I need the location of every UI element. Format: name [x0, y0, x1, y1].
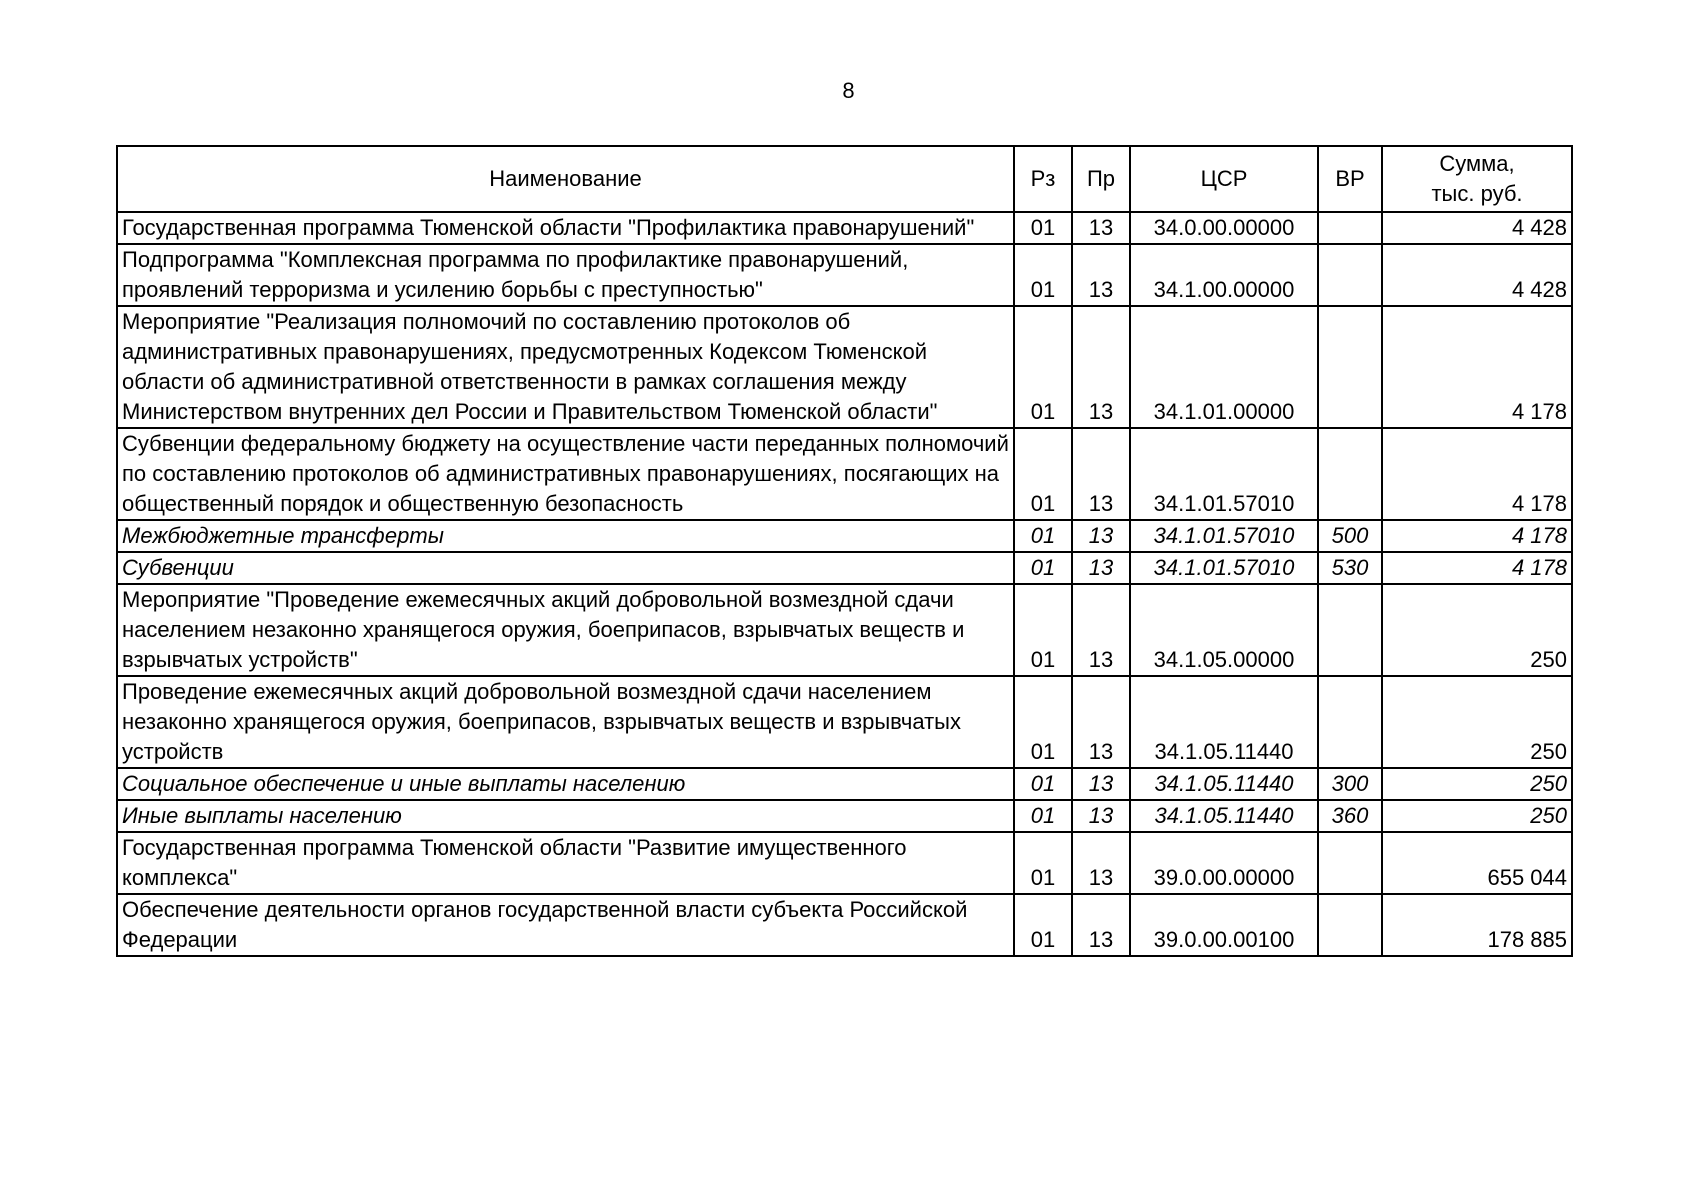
row-pr: 13: [1072, 520, 1130, 552]
row-pr: 13: [1072, 212, 1130, 244]
row-rz: 01: [1014, 520, 1072, 552]
row-sum: 4 428: [1382, 244, 1572, 306]
row-csr: 34.1.01.57010: [1130, 552, 1318, 584]
header-rz: Рз: [1014, 146, 1072, 212]
row-vr: [1318, 832, 1382, 894]
table-row: [117, 676, 1572, 768]
row-sum: 4 178: [1382, 306, 1572, 428]
row-rz: 01: [1014, 832, 1072, 894]
row-vr: [1318, 894, 1382, 956]
row-rz: 01: [1014, 768, 1072, 800]
header-vr: ВР: [1318, 146, 1382, 212]
header-pr: Пр: [1072, 146, 1130, 212]
row-csr: 39.0.00.00000: [1130, 832, 1318, 894]
row-rz: 01: [1014, 244, 1072, 306]
row-vr: 500: [1318, 520, 1382, 552]
row-csr: 34.1.01.00000: [1130, 306, 1318, 428]
row-name: Подпрограмма "Комплексная программа по профилактике правонарушений, проявлений терроризма и усилению борьбы с преступностью": [117, 244, 1014, 306]
row-csr: 34.1.05.11440: [1130, 800, 1318, 832]
row-rz: 01: [1014, 428, 1072, 520]
row-csr: 34.0.00.00000: [1130, 212, 1318, 244]
table-row: [117, 428, 1572, 520]
row-vr: [1318, 676, 1382, 768]
row-vr: [1318, 428, 1382, 520]
row-rz: 01: [1014, 584, 1072, 676]
row-name: Мероприятие "Проведение ежемесячных акций добровольной возмездной сдачи населением незаконно хранящегося оружия, боеприпасов, взрывчатых веществ и взрывчатых устройств": [117, 584, 1014, 676]
row-vr: [1318, 306, 1382, 428]
table-body: [117, 212, 1572, 956]
row-rz: 01: [1014, 800, 1072, 832]
row-name: Мероприятие "Реализация полномочий по составлению протоколов об административных правонарушениях, предусмотренных Кодексом Тюменской области об административной ответственности в рамках соглашения между Министерством внутренних дел России и Правительством Тюменской области": [117, 306, 1014, 428]
row-rz: 01: [1014, 552, 1072, 584]
header-sum-line1: Сумма,: [1439, 151, 1515, 176]
row-csr: 39.0.00.00100: [1130, 894, 1318, 956]
row-pr: 13: [1072, 768, 1130, 800]
row-sum: 4 178: [1382, 520, 1572, 552]
page-number: 8: [842, 78, 855, 103]
row-rz: 01: [1014, 676, 1072, 768]
row-sum: 250: [1382, 800, 1572, 832]
row-pr: 13: [1072, 306, 1130, 428]
row-name: Государственная программа Тюменской области "Развитие имущественного комплекса": [117, 832, 1014, 894]
row-csr: 34.1.01.57010: [1130, 520, 1318, 552]
row-pr: 13: [1072, 676, 1130, 768]
header-name: Наименование: [117, 146, 1014, 212]
row-sum: 655 044: [1382, 832, 1572, 894]
row-vr: [1318, 584, 1382, 676]
table-row: [117, 800, 1572, 832]
row-csr: 34.1.01.57010: [1130, 428, 1318, 520]
row-csr: 34.1.05.00000: [1130, 584, 1318, 676]
row-rz: 01: [1014, 306, 1072, 428]
header-sum: [1382, 146, 1572, 212]
row-sum: 4 178: [1382, 552, 1572, 584]
row-vr: 300: [1318, 768, 1382, 800]
row-sum: 4 178: [1382, 428, 1572, 520]
row-pr: 13: [1072, 800, 1130, 832]
row-pr: 13: [1072, 244, 1130, 306]
budget-table: [116, 145, 1573, 957]
row-csr: 34.1.00.00000: [1130, 244, 1318, 306]
table-row: [117, 768, 1572, 800]
row-pr: 13: [1072, 832, 1130, 894]
table-row: [117, 552, 1572, 584]
table-row: [117, 520, 1572, 552]
row-name: Субвенции: [117, 552, 1014, 584]
table-row: [117, 212, 1572, 244]
row-pr: 13: [1072, 552, 1130, 584]
row-name: Иные выплаты населению: [117, 800, 1014, 832]
row-name: Межбюджетные трансферты: [117, 520, 1014, 552]
row-vr: 530: [1318, 552, 1382, 584]
header-sum-line2: тыс. руб.: [1431, 181, 1523, 206]
row-sum: 250: [1382, 584, 1572, 676]
table-row: [117, 306, 1572, 428]
row-pr: 13: [1072, 584, 1130, 676]
row-pr: 13: [1072, 428, 1130, 520]
table-row: [117, 832, 1572, 894]
row-name: Социальное обеспечение и иные выплаты населению: [117, 768, 1014, 800]
table-header: [117, 146, 1572, 212]
row-csr: 34.1.05.11440: [1130, 676, 1318, 768]
row-vr: [1318, 212, 1382, 244]
table-row: [117, 244, 1572, 306]
row-rz: 01: [1014, 894, 1072, 956]
row-name: Субвенции федеральному бюджету на осуществление части переданных полномочий по составлению протоколов об административных правонарушениях, посягающих на общественный порядок и общественную безопасность: [117, 428, 1014, 520]
row-name: Проведение ежемесячных акций добровольной возмездной сдачи населением незаконно хранящегося оружия, боеприпасов, взрывчатых веществ и взрывчатых устройств: [117, 676, 1014, 768]
row-sum: 178 885: [1382, 894, 1572, 956]
row-csr: 34.1.05.11440: [1130, 768, 1318, 800]
row-sum: 4 428: [1382, 212, 1572, 244]
row-rz: 01: [1014, 212, 1072, 244]
row-vr: 360: [1318, 800, 1382, 832]
row-pr: 13: [1072, 894, 1130, 956]
row-name: Обеспечение деятельности органов государственной власти субъекта Российской Федерации: [117, 894, 1014, 956]
table-row: [117, 894, 1572, 956]
row-vr: [1318, 244, 1382, 306]
table-row: [117, 584, 1572, 676]
row-sum: 250: [1382, 676, 1572, 768]
row-name: Государственная программа Тюменской области "Профилактика правонарушений": [117, 212, 1014, 244]
header-csr: ЦСР: [1130, 146, 1318, 212]
row-sum: 250: [1382, 768, 1572, 800]
